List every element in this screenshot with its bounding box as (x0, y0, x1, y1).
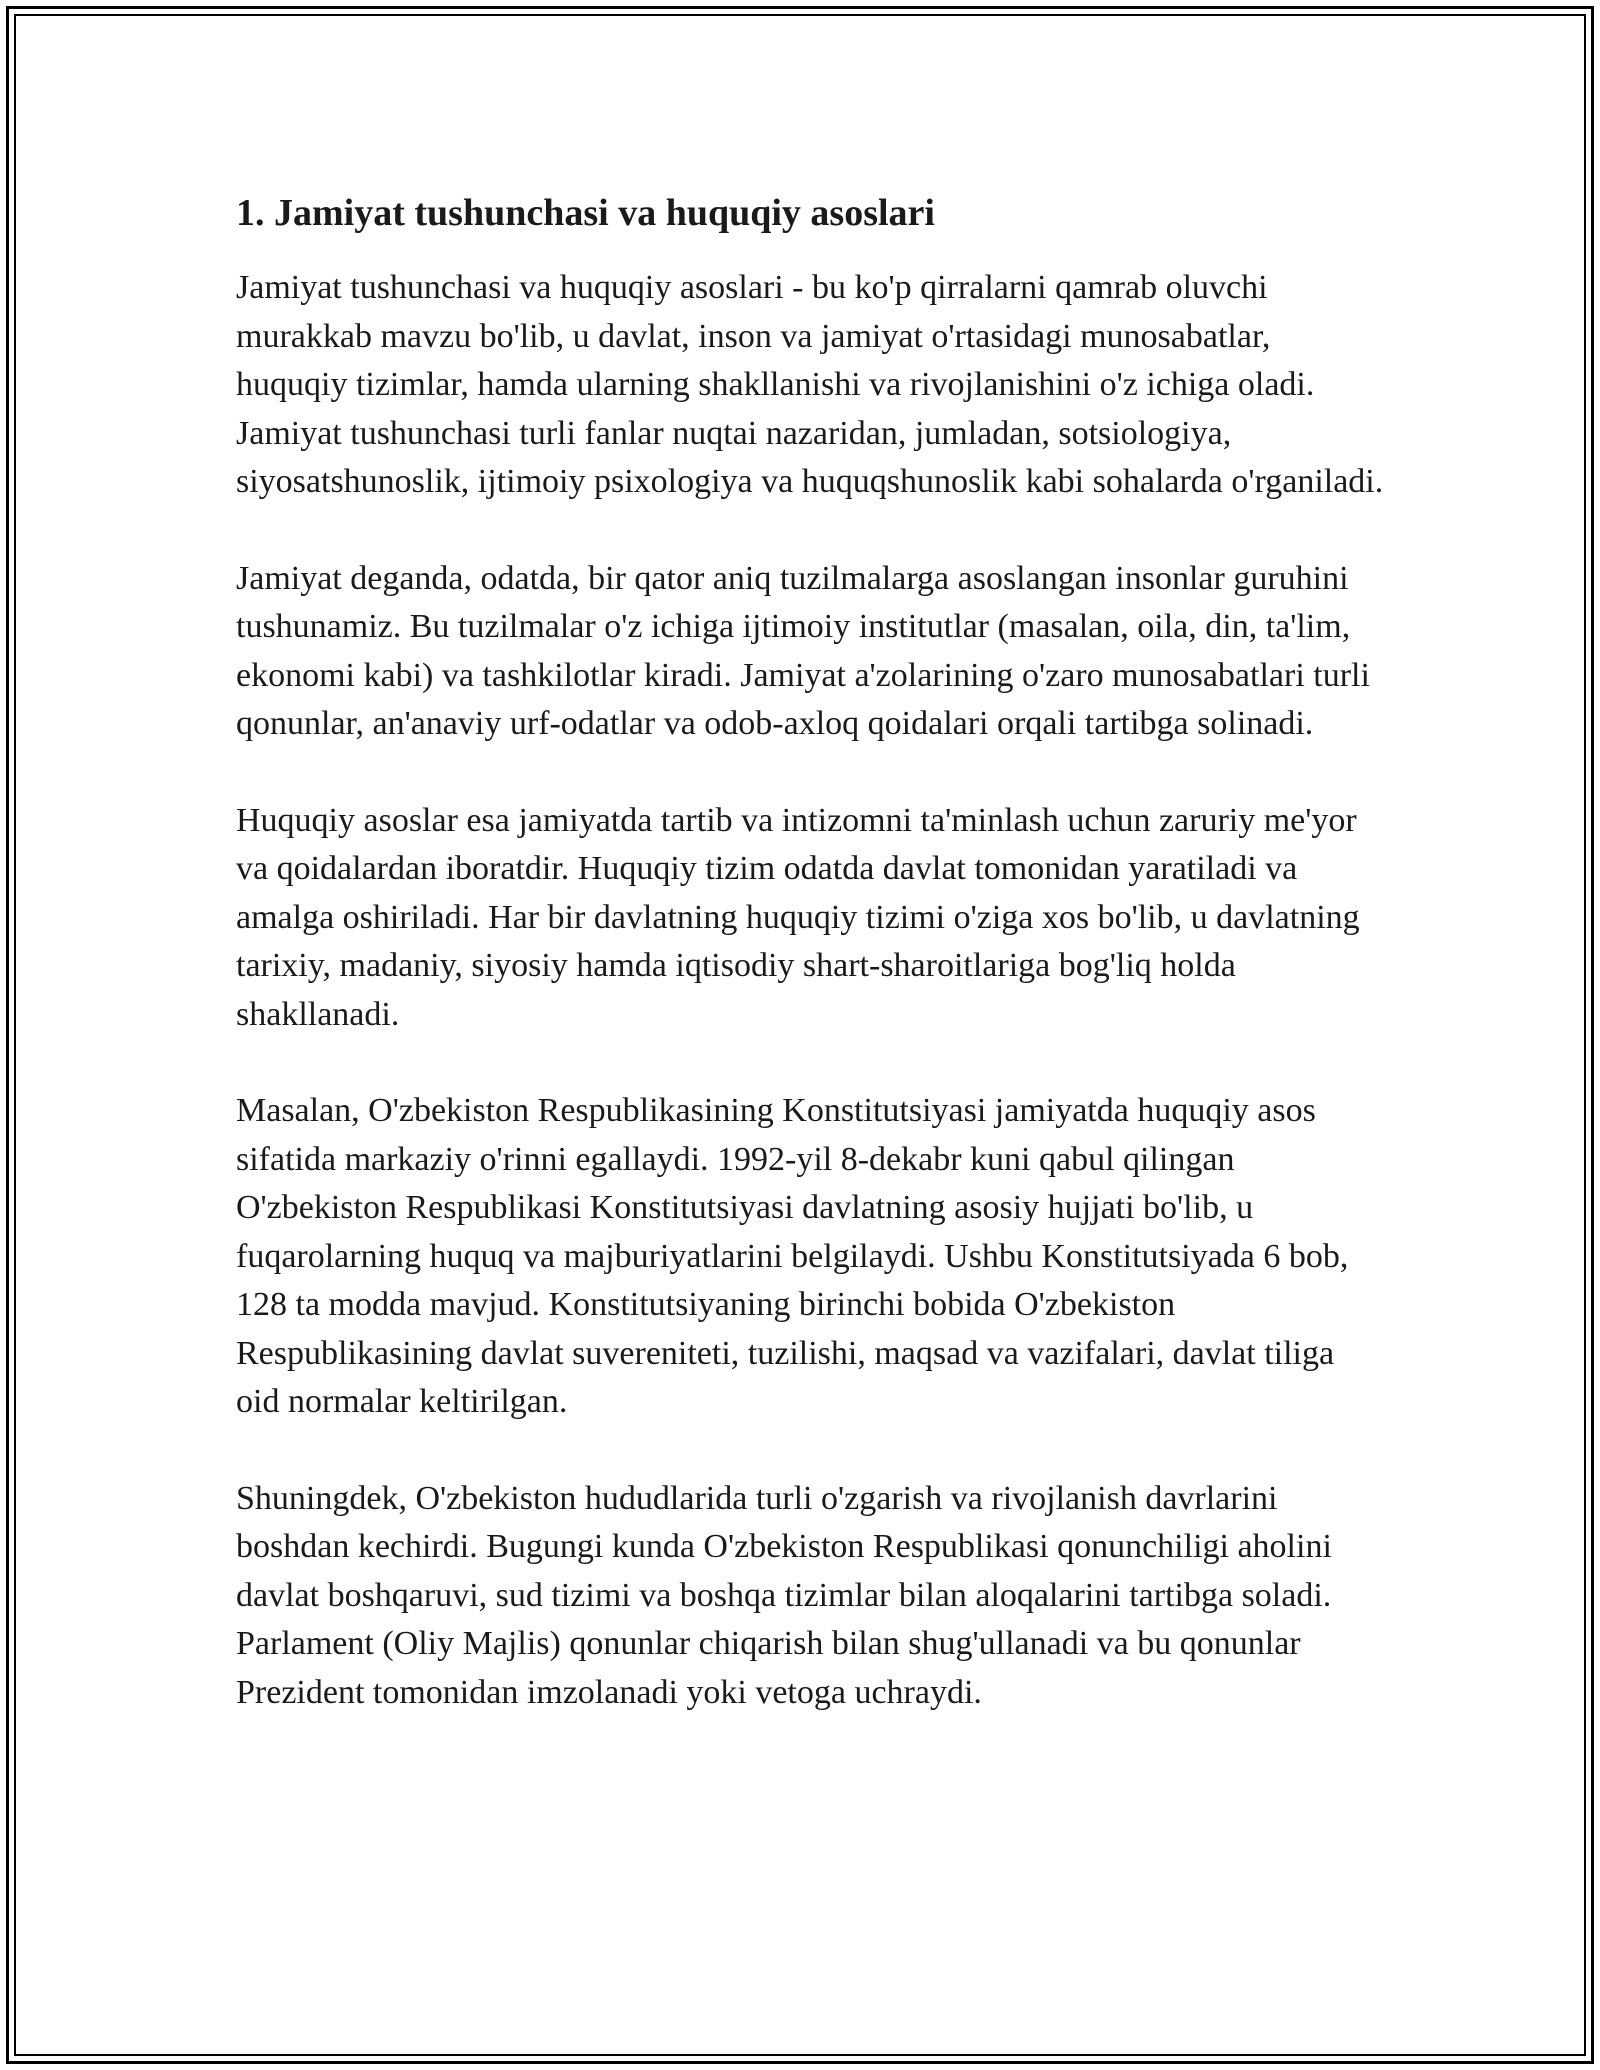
paragraph-3: Huquqiy asoslar esa jamiyatda tartib va intizomni ta'minlash uchun zaruriy me'yor va qoidalardan iboratdir. Huquqiy tizim odatda davlat tomonidan yaratiladi va amalga oshiriladi. Har bir davlatning huquqiy tizimi o'ziga xos bo'lib, u davlatning tarixiy, madaniy, siyosiy hamda iqtisodiy shart-sharoitlariga bog'liq holda shakllanadi. (236, 801, 1360, 1033)
paragraph-5: Shuningdek, O'zbekiston hududlarida turli o'zgarish va rivojlanish davrlarini boshdan kechirdi. Bugungi kunda O'zbekiston Respublikasi qonunchiligi aholini davlat boshqaruvi, sud tizimi va boshqa tizimlar bilan aloqalarini tartibga soladi. Parlament (Oliy Majlis) qonunlar chiqarish bilan shug'ullanadi va bu qonunlar Prezident tomonidan imzolanadi yoki vetoga uchraydi. (236, 1479, 1332, 1711)
paragraph-4: Masalan, O'zbekiston Respublikasining Konstitutsiyasi jamiyatda huquqiy asos sifatida markaziy o'rinni egallaydi. 1992-yil 8-dekabr kuni qabul qilingan O'zbekiston Respublikasi Konstitutsiyasi davlatning asosiy hujjati bo'lib, u fuqarolarning huquq va majburiyatlarini belgilaydi. Ushbu Konstitutsiyada 6 bob, 128 ta modda mavjud. Konstitutsiyaning birinchi bobida O'zbekiston Respublikasining davlat suvereniteti, tuzilishi, maqsad va vazifalari, davlat tiliga oid normalar keltirilgan. (236, 1092, 1349, 1420)
paragraph-2: Jamiyat deganda, odatda, bir qator aniq tuzilmalarga asoslangan insonlar guruhini tushunamiz. Bu tuzilmalar o'z ichiga ijtimoiy institutlar (masalan, oila, din, ta'lim, ekonomi kabi) va tashkilotlar kiradi. Jamiyat a'zolarining o'zaro munosabatlari turli qonunlar, an'anaviy urf-odatlar va odob-axloq qoidalari orqali tartibga solinadi. (236, 559, 1370, 742)
document-body (236, 186, 1386, 1765)
paragraph-1: Jamiyat tushunchasi va huquqiy asoslari - bu ko'p qirralarni qamrab oluvchi murakkab mavzu bo'lib, u davlat, inson va jamiyat o'rtasidagi munosabatlar, huquqiy tizimlar, hamda ularning shakllanishi va rivojlanishini o'z ichiga oladi. Jamiyat tushunchasi turli fanlar nuqtai nazaridan, jumladan, sotsiologiya, siyosatshunoslik, ijtimoiy psixologiya va huquqshunoslik kabi sohalarda o'rganiladi. (236, 269, 1384, 500)
section-heading: 1. Jamiyat tushunchasi va huquqiy asoslari (236, 192, 935, 234)
